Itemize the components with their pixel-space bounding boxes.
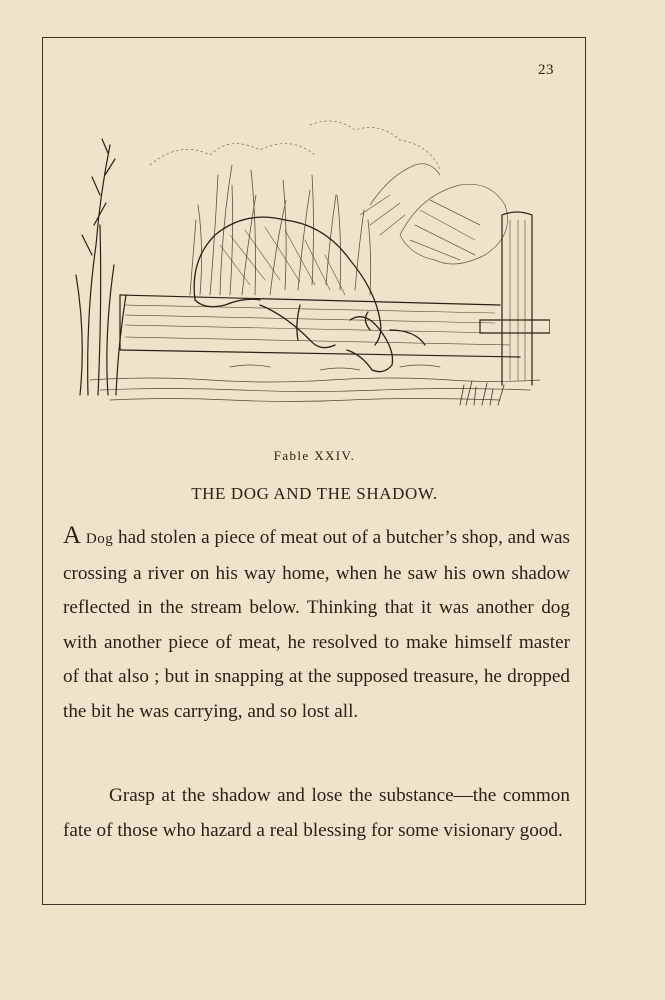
engraving-dog-on-plank-icon xyxy=(70,105,550,420)
dropcap: A xyxy=(63,522,82,549)
page-number: 23 xyxy=(538,62,554,78)
moral-paragraph: Grasp at the shadow and lose the substance—the common fate of those who hazard a real blessing for some visionary good. xyxy=(63,785,570,841)
fable-paragraph xyxy=(63,519,570,730)
smallcap-word: Dog xyxy=(85,531,114,547)
paragraph-text: had stolen a piece of meat out of a butcher’s shop, and was crossing a river on his way home, when he saw his own shadow reflected in the stream below. Thinking that it was another dog with another piece of meat, he resolved to make himself master of that also ; but in snapping at the supposed treasure, he dropped the bit he was carrying, and so lost all. xyxy=(63,527,571,722)
fable-number: Fable XXIV. xyxy=(273,448,356,463)
fable-title: THE DOG AND THE SHADOW. xyxy=(191,484,438,503)
